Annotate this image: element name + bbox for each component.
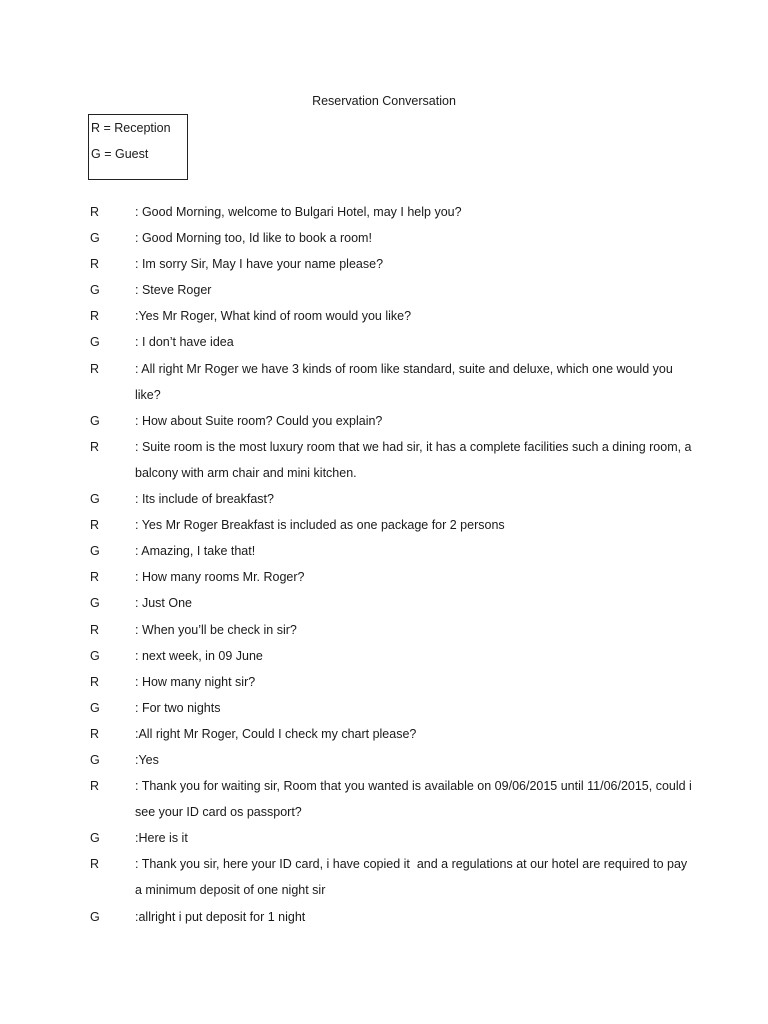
dialogue-line [0, 564, 768, 590]
utterance: :allright i put deposit for 1 night [135, 909, 306, 924]
utterance: : Im sorry Sir, May I have your name please? [135, 257, 384, 272]
utterance: : next week, in 09 June [135, 648, 263, 663]
utterance: :Here is it [135, 831, 188, 846]
utterance: : All right Mr Roger we have 3 kinds of room like standard, suite and deluxe, which one would you like? [135, 361, 677, 402]
utterance: :All right Mr Roger, Could I check my chart please? [135, 726, 417, 741]
utterance: : Steve Roger [135, 283, 212, 298]
legend-guest: G = Guest [91, 147, 149, 161]
dialogue-line [0, 356, 768, 408]
speaker: G [90, 335, 100, 350]
utterance: : Just One [135, 596, 192, 611]
dialogue-line [0, 434, 768, 486]
speaker: R [90, 361, 100, 376]
speaker: G [90, 596, 100, 611]
speaker: G [90, 648, 100, 663]
dialogue-line [0, 851, 768, 903]
utterance: : For two nights [135, 700, 221, 715]
speaker: R [90, 205, 100, 219]
utterance: :Yes [135, 752, 159, 767]
utterance: : I don’t have idea [135, 335, 234, 350]
speaker: R [90, 779, 100, 794]
dialogue-line [0, 251, 768, 277]
utterance: :Yes Mr Roger, What kind of room would you like? [135, 309, 412, 324]
dialogue-line [0, 904, 768, 930]
speaker: R [90, 257, 100, 272]
dialogue-line [0, 408, 768, 434]
dialogue-line [0, 329, 768, 355]
utterance: : Yes Mr Roger Breakfast is included as one package for 2 persons [135, 518, 505, 533]
dialogue-line [0, 590, 768, 616]
speaker: G [90, 909, 100, 924]
dialogue-line [0, 303, 768, 329]
dialogue-line [0, 277, 768, 303]
dialogue-line [0, 643, 768, 669]
speaker: G [90, 831, 100, 846]
speaker: G [90, 231, 100, 246]
utterance: : How many night sir? [135, 674, 256, 689]
speaker: R [90, 439, 100, 454]
dialogue-line [0, 669, 768, 695]
speaker: G [90, 283, 100, 298]
dialogue-line [0, 695, 768, 721]
dialogue-line [0, 773, 768, 825]
speaker: R [90, 726, 100, 741]
dialogue-line [0, 486, 768, 512]
utterance: : How many rooms Mr. Roger? [135, 570, 305, 585]
utterance: : How about Suite room? Could you explain? [135, 413, 383, 428]
dialogue-line [0, 199, 768, 225]
speaker: R [90, 674, 100, 689]
dialogue-line [0, 747, 768, 773]
speaker: R [90, 518, 100, 533]
speaker: G [90, 544, 100, 559]
dialogue-line [0, 825, 768, 851]
dialogue-line [0, 721, 768, 747]
speaker: R [90, 309, 100, 324]
speaker: R [90, 857, 100, 872]
document-title: Reservation Conversation [312, 94, 456, 108]
utterance: : Amazing, I take that! [135, 544, 256, 559]
speaker: R [90, 570, 100, 585]
utterance: : When you’ll be check in sir? [135, 622, 297, 637]
dialogue-line [0, 538, 768, 564]
utterance: : Good Morning, welcome to Bulgari Hotel, may I help you? [135, 205, 462, 219]
speaker: G [90, 413, 100, 428]
legend-box [88, 114, 188, 180]
speaker: G [90, 492, 100, 507]
utterance: : Suite room is the most luxury room that we had sir, it has a complete facilities such a dining room, a balcony with arm chair and mini kitchen. [135, 439, 695, 480]
conversation [0, 199, 768, 930]
utterance: : Good Morning too, Id like to book a room! [135, 231, 372, 246]
dialogue-line [0, 225, 768, 251]
speaker: R [90, 622, 100, 637]
utterance: : Thank you sir, here your ID card, i have copied it and a regulations at our hotel are required to pay a minimum deposit of one night sir [135, 857, 691, 898]
utterance: : Its include of breakfast? [135, 492, 274, 507]
dialogue-line [0, 512, 768, 538]
legend-reception: R = Reception [91, 121, 171, 135]
speaker: G [90, 752, 100, 767]
utterance: : Thank you for waiting sir, Room that you wanted is available on 09/06/2015 until 11/06/2015, could i see your ID card os passport? [135, 779, 696, 820]
dialogue-line [0, 617, 768, 643]
speaker: G [90, 700, 100, 715]
